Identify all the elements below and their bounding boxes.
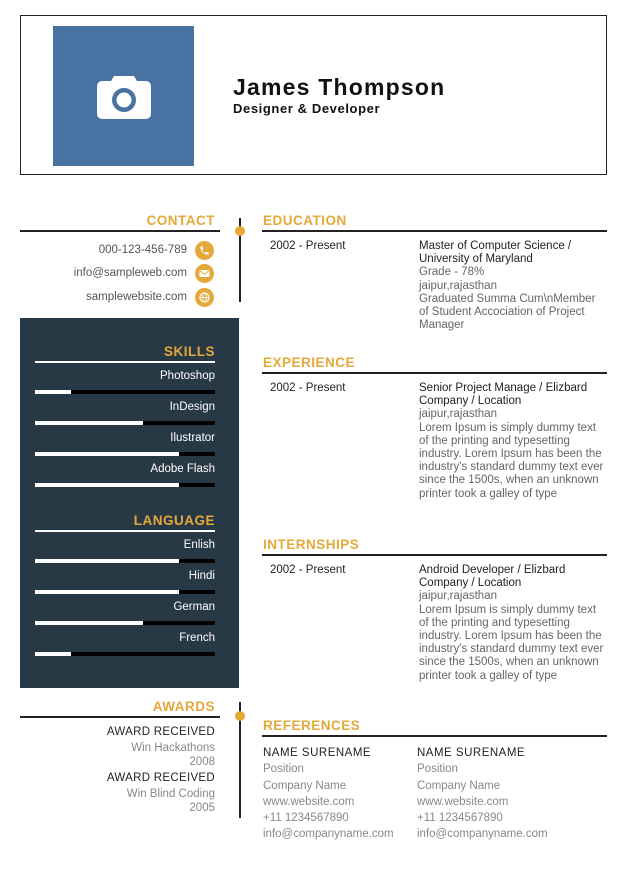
skill-label: Adobe Flash <box>150 463 215 475</box>
person-role: Designer & Developer <box>233 101 381 116</box>
person-name: James Thompson <box>233 74 446 100</box>
experience-location: jaipur,rajasthan <box>419 408 497 421</box>
education-location: jaipur,rajasthan <box>419 279 497 292</box>
education-description: Graduated Summa Cum\nMember of Student Accociation of Project Manager <box>419 292 596 332</box>
website-text[interactable]: samplewebsite.com <box>86 291 187 303</box>
skill-label: Ilustrator <box>170 432 215 444</box>
skill-bar-fill <box>35 421 143 425</box>
contact-email <box>74 263 214 283</box>
language-bar-fill <box>35 590 179 594</box>
skills-heading: SKILLS <box>163 344 215 359</box>
profile-photo[interactable] <box>53 26 194 166</box>
experience-divider <box>262 372 607 374</box>
reference-website[interactable]: www.website.com <box>417 795 509 808</box>
skill-bar-fill <box>35 483 179 487</box>
timeline-dot-bottom <box>235 711 245 721</box>
skill-bar-fill <box>35 390 71 394</box>
reference-phone: +11 1234567890 <box>417 812 503 825</box>
skill-label: InDesign <box>169 401 215 413</box>
language-label: French <box>179 632 215 644</box>
phone-text: 000-123-456-789 <box>98 244 187 256</box>
education-divider <box>262 230 607 232</box>
education-entry <box>419 240 607 332</box>
reference-email[interactable]: info@companyname.com <box>417 828 548 841</box>
award-year: 2008 <box>189 756 215 768</box>
award-event: Win Hackathons <box>131 742 215 754</box>
reference-website[interactable]: www.website.com <box>263 795 355 808</box>
skill-bar <box>35 483 215 487</box>
education-heading-text: Master of Computer Science / University of Maryland <box>419 240 572 266</box>
language-bar-fill <box>35 621 143 625</box>
reference-company: Company Name <box>263 779 347 792</box>
experience-heading-text: Senior Project Manage / Elizbard Company / Location <box>419 382 588 408</box>
education-grade: Grade - 78% <box>419 266 485 279</box>
phone-icon <box>195 241 214 260</box>
education-heading: EDUCATION <box>263 213 347 228</box>
skill-bar-fill <box>35 452 179 456</box>
references-heading: REFERENCES <box>263 718 361 733</box>
internships-heading: INTERNSHIPS <box>263 537 360 552</box>
language-heading: LANGUAGE <box>133 513 215 528</box>
camera-icon <box>96 72 152 120</box>
skills-divider <box>35 361 215 363</box>
awards-divider <box>20 716 220 718</box>
skill-label: Photoshop <box>160 370 215 382</box>
contact-website <box>86 287 214 307</box>
language-bar-fill <box>35 652 71 656</box>
language-bar <box>35 621 215 625</box>
internships-date: 2002 - Present <box>270 564 346 576</box>
contact-divider <box>20 230 220 232</box>
experience-date: 2002 - Present <box>270 382 346 394</box>
mail-icon <box>195 264 214 283</box>
internships-location: jaipur,rajasthan <box>419 590 497 603</box>
reference-email[interactable]: info@companyname.com <box>263 828 394 841</box>
language-bar <box>35 652 215 656</box>
reference-position: Position <box>417 763 458 776</box>
internships-divider <box>262 554 607 556</box>
timeline-dot-top <box>235 226 245 236</box>
award-year: 2005 <box>189 802 215 814</box>
references-divider <box>262 735 607 737</box>
experience-heading: EXPERIENCE <box>263 355 356 370</box>
language-label: Enlish <box>183 539 215 551</box>
awards-heading: AWARDS <box>152 699 215 714</box>
email-text[interactable]: info@sampleweb.com <box>73 267 187 279</box>
contact-heading: CONTACT <box>146 213 215 228</box>
language-label: German <box>173 601 215 613</box>
globe-icon <box>195 288 214 307</box>
language-divider <box>35 530 215 532</box>
language-bar <box>35 590 215 594</box>
reference-position: Position <box>263 763 304 776</box>
award-event: Win Blind Coding <box>126 788 215 800</box>
reference-name: NAME SURENAME <box>417 747 526 759</box>
language-bar-fill <box>35 559 179 563</box>
award-title: AWARD RECEIVED <box>106 726 215 738</box>
experience-description: Lorem Ipsum is simply dummy text of the printing and typesetting industry. Lorem Ipsum has been the industry's standard dummy text ever since the 1500s, when an unknown printer took a galley of type <box>419 421 604 500</box>
reference-name: NAME SURENAME <box>263 747 372 759</box>
reference-card <box>417 745 548 843</box>
reference-company: Company Name <box>417 779 501 792</box>
contact-phone <box>99 240 214 260</box>
skill-bar <box>35 452 215 456</box>
education-date: 2002 - Present <box>270 240 346 252</box>
internships-entry <box>419 564 607 683</box>
header-card <box>20 15 607 175</box>
award-title: AWARD RECEIVED <box>106 772 215 784</box>
experience-entry <box>419 382 607 501</box>
internships-heading-text: Android Developer / Elizbard Company / Location <box>419 564 566 590</box>
language-bar <box>35 559 215 563</box>
skills-language-panel <box>20 318 239 688</box>
reference-card <box>263 745 394 843</box>
skill-bar <box>35 390 215 394</box>
language-label: Hindi <box>188 570 215 582</box>
internships-description: Lorem Ipsum is simply dummy text of the printing and typesetting industry. Lorem Ipsum has been the industry's standard dummy text ever since the 1500s, when an unknown printer took a galley of type <box>419 603 604 682</box>
reference-phone: +11 1234567890 <box>263 812 349 825</box>
skill-bar <box>35 421 215 425</box>
